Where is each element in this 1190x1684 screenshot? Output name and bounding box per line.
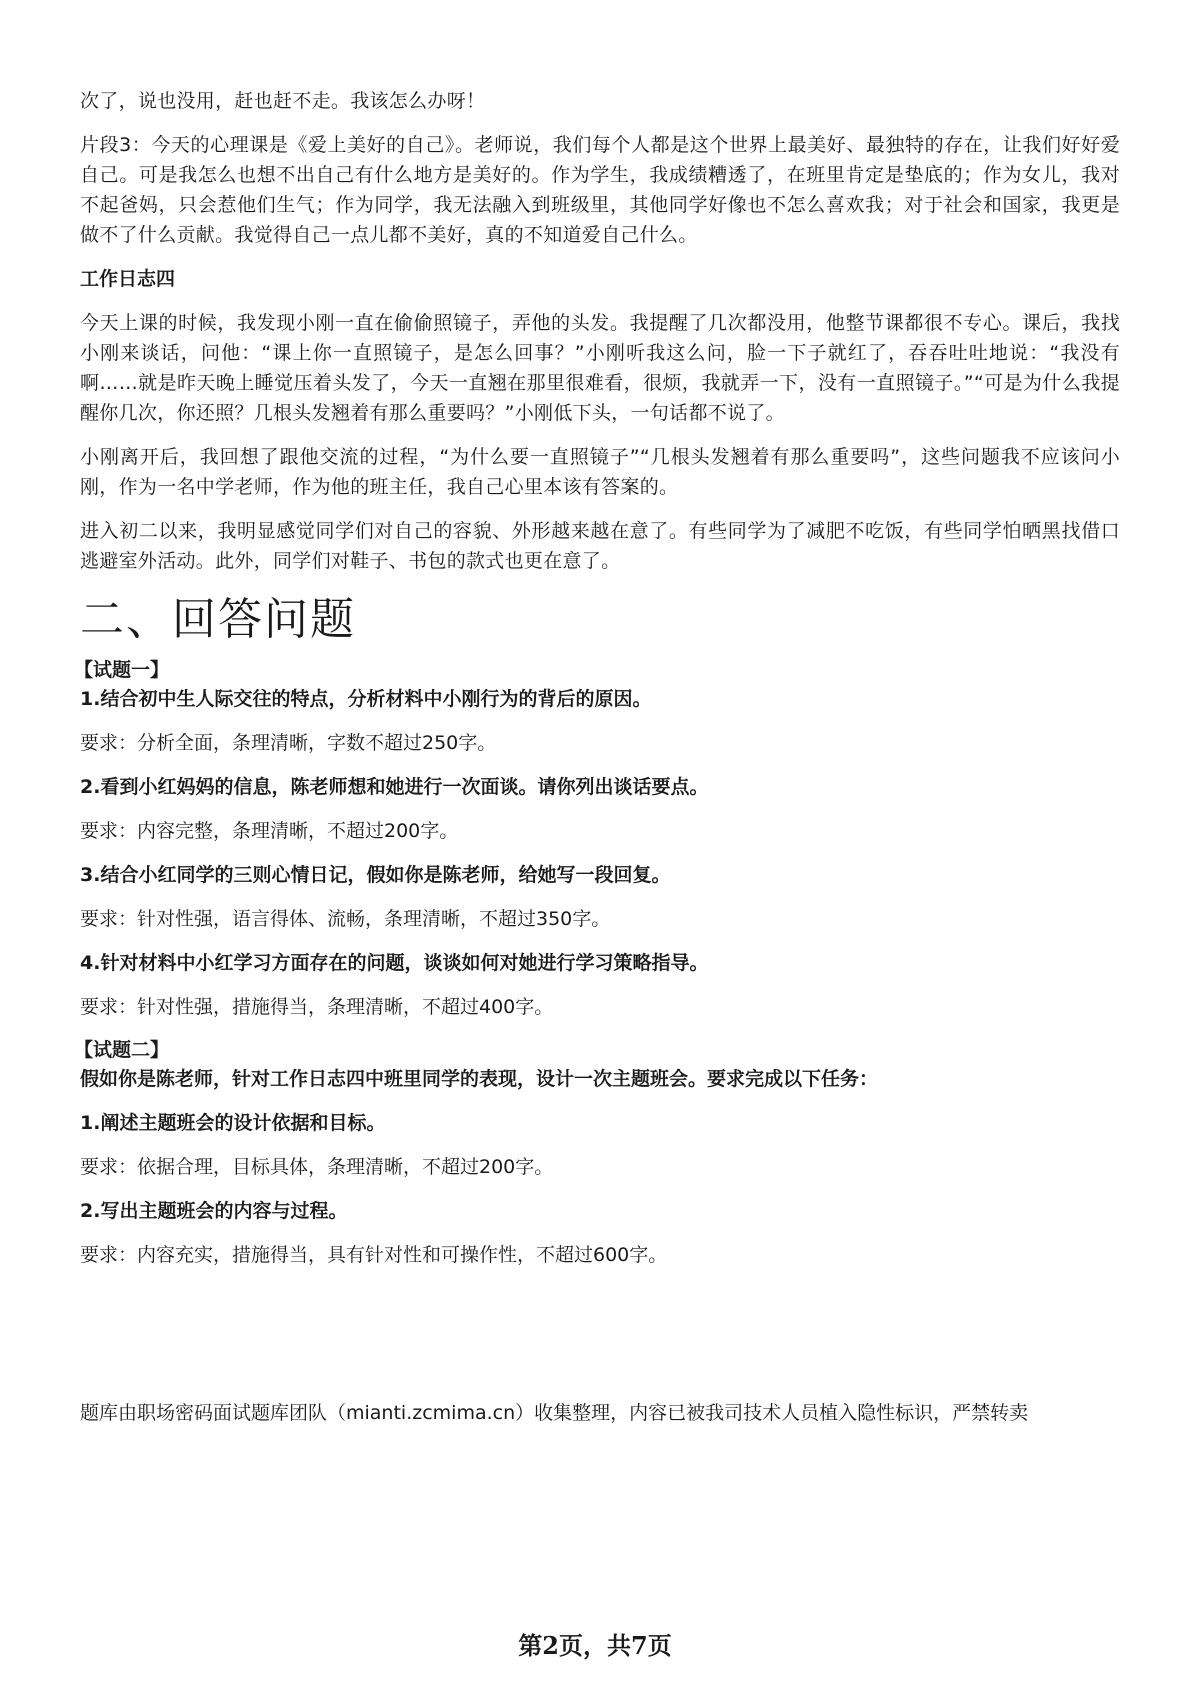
exam-2-tag: 【试题二】 [74,1039,170,1061]
requirement-1: 要求：分析全面，条理清晰，字数不超过250字。 [80,732,497,754]
exam-2-intro: 假如你是陈老师，针对工作日志四中班里同学的表现，设计一次主题班会。要求完成以下任务： [80,1068,879,1090]
document-body [74,86,1120,1284]
requirement-5: 要求：依据合理，目标具体，条理清晰，不超过200字。 [80,1156,554,1178]
paragraph-log-4-a: 今天上课的时候，我发现小刚一直在偷偷照镜子，弄他的头发。我提醒了几次都没用，他整节课都很不专心。课后，我找小刚来谈话，问他：“课上你一直照镜子，是怎么回事？”小刚听我这么问，脸一下子就红了，吞吞吐吐地说：“我没有啊……就是昨天晚上睡觉压着头发了，今天一直翘在那里很难看，很烦，我就弄一下，没有一直照镜子。”“可是为什么我提醒你几次，你还照？几根头发翘着有那么重要吗？”小刚低下头，一句话都不说了。 [80,312,1120,424]
work-log-4-heading: 工作日志四 [80,268,176,290]
paragraph-continuation: 次了，说也没用，赶也赶不走。我该怎么办呀！ [80,90,486,112]
question-3: 3.结合小红同学的三则心情日记，假如你是陈老师，给她写一段回复。 [80,864,671,886]
question-1: 1.结合初中生人际交往的特点，分析材料中小刚行为的背后的原因。 [80,688,652,710]
question-2: 2.看到小红妈妈的信息，陈老师想和她进行一次面谈。请你列出谈话要点。 [80,776,709,798]
question-4: 4.针对材料中小红学习方面存在的问题，谈谈如何对她进行学习策略指导。 [80,952,709,974]
question-6: 2.写出主题班会的内容与过程。 [80,1200,348,1222]
paragraph-log-4-c: 进入初二以来，我明显感觉同学们对自己的容貌、外形越来越在意了。有些同学为了减肥不吃饭，有些同学怕晒黑找借口逃避室外活动。此外，同学们对鞋子、书包的款式也更在意了。 [80,520,1120,572]
requirement-2: 要求：内容完整，条理清晰，不超过200字。 [80,820,459,842]
requirement-6: 要求：内容充实，措施得当，具有针对性和可操作性，不超过600字。 [80,1244,668,1266]
page-number: 第2页，共7页 [518,1631,672,1660]
exam-1-tag: 【试题一】 [74,659,170,681]
paragraph-fragment-3: 片段3：今天的心理课是《爱上美好的自己》。老师说，我们每个人都是这个世界上最美好、最独特的存在，让我们好好爱自己。可是我怎么也想不出自己有什么地方是美好的。作为学生，我成绩糟透了，在班里肯定是垫底的；作为女儿，我对不起爸妈，只会惹他们生气；作为同学，我无法融入到班级里，其他同学好像也不怎么喜欢我；对于社会和国家，我更是做不了什么贡献。我觉得自己一点儿都不美好，真的不知道爱自己什么。 [80,134,1120,246]
paragraph-log-4-b: 小刚离开后，我回想了跟他交流的过程，“为什么要一直照镜子”“几根头发翘着有那么重要吗”，这些问题我不应该问小刚，作为一名中学老师，作为他的班主任，我自己心里本该有答案的。 [80,446,1120,498]
section-title: 二、回答问题 [80,594,356,645]
requirement-4: 要求：针对性强，措施得当，条理清晰，不超过400字。 [80,996,554,1018]
question-5: 1.阐述主题班会的设计依据和目标。 [80,1112,386,1134]
requirement-3: 要求：针对性强，语言得体、流畅，条理清晰，不超过350字。 [80,908,611,930]
copyright-note: 题库由职场密码面试题库团队（mianti.zcmima.cn）收集整理，内容已被我司技术人员植入隐性标识，严禁转卖 [80,1402,1029,1424]
